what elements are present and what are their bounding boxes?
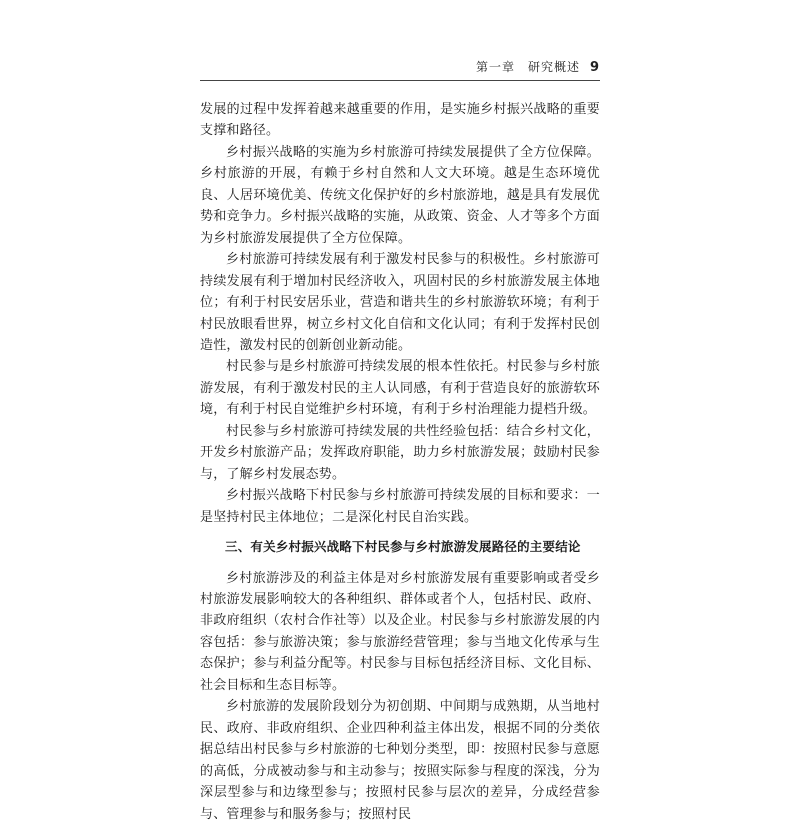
paragraph: 村民参与是乡村旅游可持续发展的根本性依托。村民参与乡村旅游发展，有利于激发村民的主人认同感，有利于营造良好的旅游软环境，有利于村民自觉维护乡村环境，有利于乡村治理能力提档升级。 [200, 359, 600, 418]
chapter-label: 第一章 研究概述 [475, 60, 580, 74]
page-number: 9 [589, 60, 600, 75]
paragraph: 乡村旅游可持续发展有利于激发村民参与的积极性。乡村旅游可持续发展有利于增加村民经济收入，巩固村民的乡村旅游发展主体地位；有利于村民安居乐业，营造和谐共生的乡村旅游软环境；有利于村民放眼看世界，树立乡村文化自信和文化认同；有利于发挥村民创造性，激发村民的创新创业新动能。 [200, 252, 600, 353]
paragraph: 乡村旅游的发展阶段划分为初创期、中间期与成熟期，从当地村民、政府、非政府组织、企业四种利益主体出发，根据不同的分类依据总结出村民参与乡村旅游的七种划分类型，即：按照村民参与意愿的高低，分成被动参与和主动参与；按照实际参与程度的深浅，分为深层型参与和边缘型参与；按照村民参与层次的差异，分成经营参与、管理参与和服务参与；按照村民 [200, 699, 600, 822]
section-heading: 三、有关乡村振兴战略下村民参与乡村旅游发展路径的主要结论 [225, 539, 581, 555]
running-header [200, 58, 600, 75]
paragraph-continued: 发展的过程中发挥着越来越重要的作用，是实施乡村振兴战略的重要支撑和路径。 [200, 102, 600, 139]
paragraph: 乡村旅游涉及的利益主体是对乡村旅游发展有重要影响或者受乡村旅游发展影响较大的各种组织、群体或者个人，包括村民、政府、非政府组织（农村合作社等）以及企业。村民参与乡村旅游发展的内容包括：参与旅游决策；参与旅游经营管理；参与当地文化传承与生态保护；参与利益分配等。村民参与目标包括经济目标、文化目标、社会目标和生态目标等。 [200, 570, 600, 693]
paragraph: 乡村振兴战略下村民参与乡村旅游可持续发展的目标和要求：一是坚持村民主体地位；二是深化村民自治实践。 [200, 488, 600, 525]
body-text [200, 99, 600, 825]
paragraph: 村民参与乡村旅游可持续发展的共性经验包括：结合乡村文化，开发乡村旅游产品；发挥政府职能，助力乡村旅游发展；鼓励村民参与，了解乡村发展态势。 [200, 423, 600, 482]
header-rule [200, 80, 600, 81]
paragraph: 乡村振兴战略的实施为乡村旅游可持续发展提供了全方位保障。乡村旅游的开展，有赖于乡村自然和人文大环境。越是生态环境优良、人居环境优美、传统文化保护好的乡村旅游地，越是具有发展优势和竞争力。乡村振兴战略的实施，从政策、资金、人才等多个方面为乡村旅游发展提供了全方位保障。 [200, 144, 600, 246]
